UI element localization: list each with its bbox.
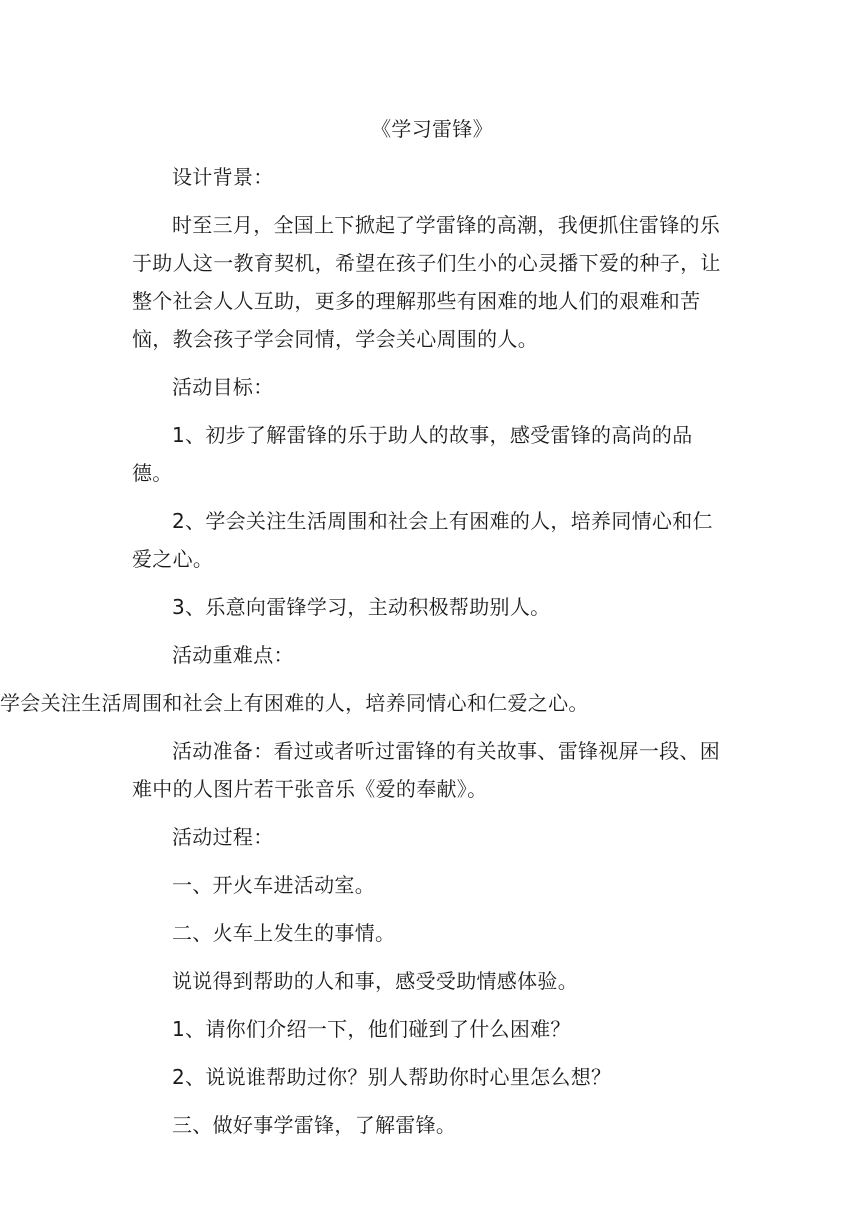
heading-design-background: 设计背景：	[172, 165, 274, 189]
goal-item-2: 2、学会关注生活周围和社会上有困难的人，培养同情心和仁爱之心。	[132, 509, 713, 571]
paragraph-preparation: 活动准备：看过或者听过雷锋的有关故事、雷锋视屏一段、困难中的人图片若干张音乐《爱的奉献》。	[132, 739, 721, 801]
process-step-1: 一、开火车进活动室。	[172, 873, 375, 897]
document-title: 《学习雷锋》	[371, 117, 493, 141]
heading-activity-process: 活动过程：	[172, 825, 274, 849]
key-points-text: 学会关注生活周围和社会上有困难的人，培养同情心和仁爱之心。	[0, 691, 589, 715]
process-step-2-item-1: 1、请你们介绍一下，他们碰到了什么困难？	[172, 1017, 571, 1041]
process-step-2-item-2: 2、说说谁帮助过你？别人帮助你时心里怎么想？	[172, 1065, 612, 1089]
process-step-2: 二、火车上发生的事情。	[172, 921, 396, 945]
process-step-2-desc: 说说得到帮助的人和事，感受受助情感体验。	[172, 969, 578, 993]
goal-item-1: 1、初步了解雷锋的乐于助人的故事，感受雷锋的高尚的品德。	[132, 423, 693, 485]
paragraph-background: 时至三月，全国上下掀起了学雷锋的高潮，我便抓住雷锋的乐于助人这一教育契机，希望在孩子们生小的心灵播下爱的种子，让整个社会人人互助，更多的理解那些有困难的地人们的艰难和苦恼，教会孩子学会同情，学会关心周围的人。	[132, 213, 721, 351]
heading-key-points: 活动重难点：	[172, 643, 294, 667]
process-step-3: 三、做好事学雷锋，了解雷锋。	[172, 1113, 457, 1137]
goal-item-3: 3、乐意向雷锋学习，主动积极帮助别人。	[172, 595, 551, 619]
document-body	[0, 110, 732, 1154]
heading-activity-goals: 活动目标：	[172, 375, 274, 399]
